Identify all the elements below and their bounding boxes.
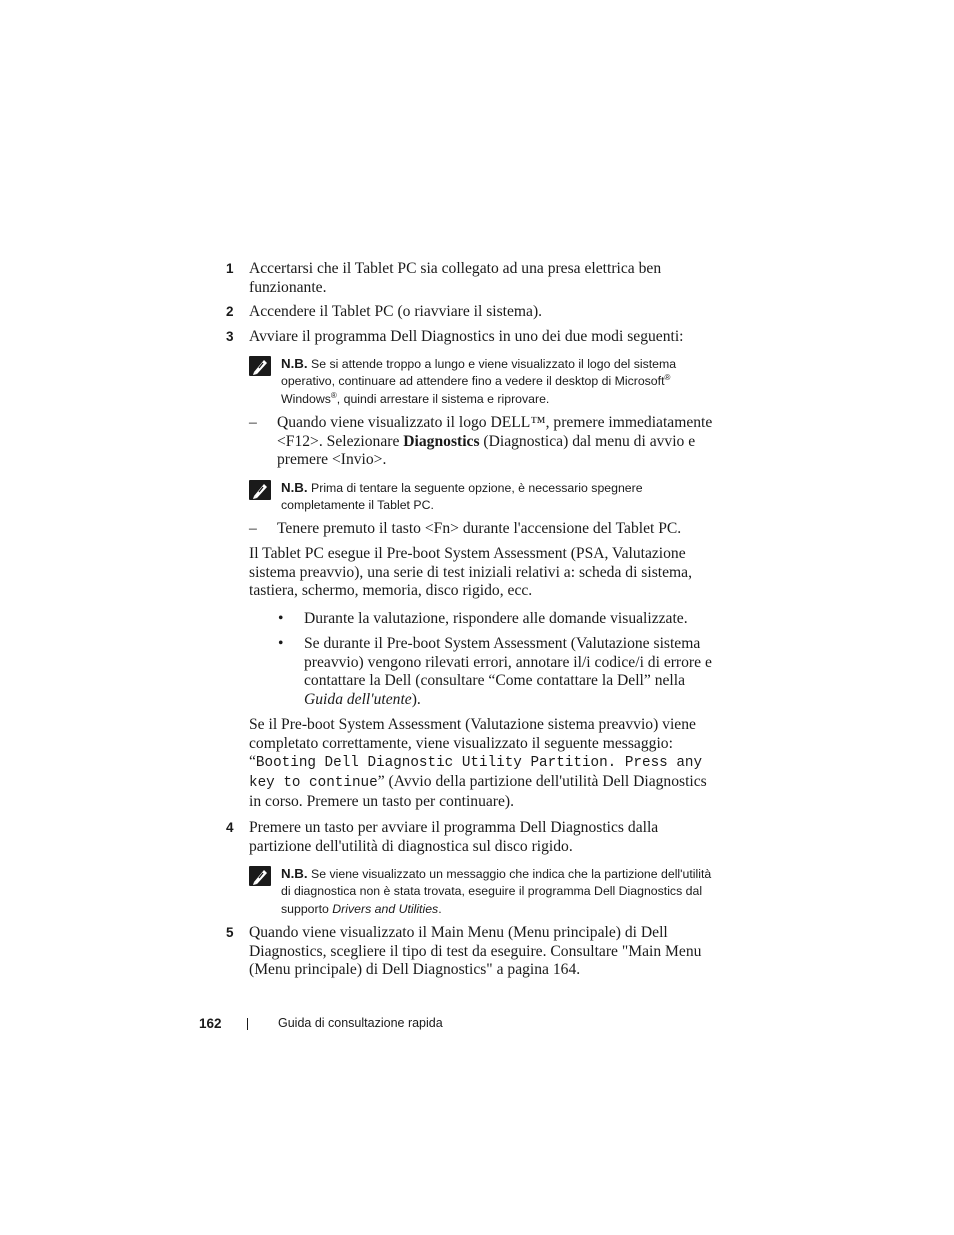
boot-message-paragraph: Se il Pre-boot System Assessment (Valutazione sistema preavvio) viene completato correttamente, viene visualizzato il seguente messaggio: “Booting Dell Diagnostic Utility Partition. Press any key to continue” (Avvio della partizione dell'utilità Dell Diagnostics in corso. Premere un tasto per continuare). (249, 716, 707, 810)
bullet-marker: • (278, 635, 284, 652)
psa-paragraph: Il Tablet PC esegue il Pre-boot System Assessment (PSA, Valutazione sistema preavvio), una serie di test iniziali relativi a: scheda di sistema, tastiera, schermo, memoria, disco rigido, ecc. (249, 545, 692, 600)
step-text: Quando viene visualizzato il Main Menu (Menu principale) di Dell Diagnostics, scegliere il tipo di test da eseguire. Consultare "Main Menu (Menu principale) di Dell Diagnostics" a pagina 164. (249, 924, 702, 979)
dash-marker: – (249, 414, 257, 431)
note-text: N.B. Se si attende troppo a lungo e viene visualizzato il logo del sistema operativo, continuare ad attendere fino a vedere il desktop di Microsoft® Windows®, quindi arrestare il sistema e riprovare. (281, 356, 677, 406)
step-number: 2 (226, 304, 234, 319)
step-number: 4 (226, 820, 234, 835)
page-number: 162 (199, 1016, 222, 1031)
pencil-note-icon (249, 480, 271, 500)
bullet-marker: • (278, 610, 284, 627)
step-number: 5 (226, 925, 234, 940)
step-number: 3 (226, 329, 234, 344)
note-text: N.B. Se viene visualizzato un messaggio che indica che la partizione dell'utilità di diagnostica non è stata trovata, eseguire il programma Dell Diagnostics dal supporto Drivers and Utilities. (281, 866, 712, 916)
step-text: Accendere il Tablet PC (o riavviare il sistema). (249, 303, 543, 320)
pencil-note-icon (249, 356, 271, 376)
boot-message-code: Booting Dell Diagnostic Utility Partition. Press any key to continue (249, 755, 703, 792)
dash-item-text: Quando viene visualizzato il logo DELL™, premere immediatamente <F12>. Selezionare Diagnostics (Diagnostica) dal menu di avvio e premere <Invio>. (277, 414, 713, 469)
dash-marker: – (249, 520, 257, 537)
footer-divider (247, 1018, 248, 1030)
dash-item-text: Tenere premuto il tasto <Fn> durante l'accensione del Tablet PC. (277, 520, 682, 537)
step-number: 1 (226, 261, 234, 276)
step-text: Avviare il programma Dell Diagnostics in uno dei due modi seguenti: (249, 328, 684, 345)
note-label: N.B. (281, 480, 308, 495)
footer-title: Guida di consultazione rapida (278, 1016, 443, 1030)
bullet-item-text: Se durante il Pre-boot System Assessment (Valutazione sistema preavvio) vengono rilevati errori, annotare il/i codice/i di errore e contattare la Dell (consultare “Come contattare la Dell” nella Guida dell'utente). (304, 635, 712, 709)
step-text: Accertarsi che il Tablet PC sia collegato ad una presa elettrica ben funzionante. (249, 260, 662, 296)
note-label: N.B. (281, 356, 308, 371)
note-label: N.B. (281, 866, 308, 881)
step-text: Premere un tasto per avviare il programma Dell Diagnostics dalla partizione dell'utilità di diagnostica sul disco rigido. (249, 819, 659, 855)
pencil-note-icon (249, 866, 271, 886)
bullet-item-text: Durante la valutazione, rispondere alle domande visualizzate. (304, 610, 688, 627)
note-text: N.B. Prima di tentare la seguente opzione, è necessario spegnere completamente il Tablet PC. (281, 480, 643, 513)
